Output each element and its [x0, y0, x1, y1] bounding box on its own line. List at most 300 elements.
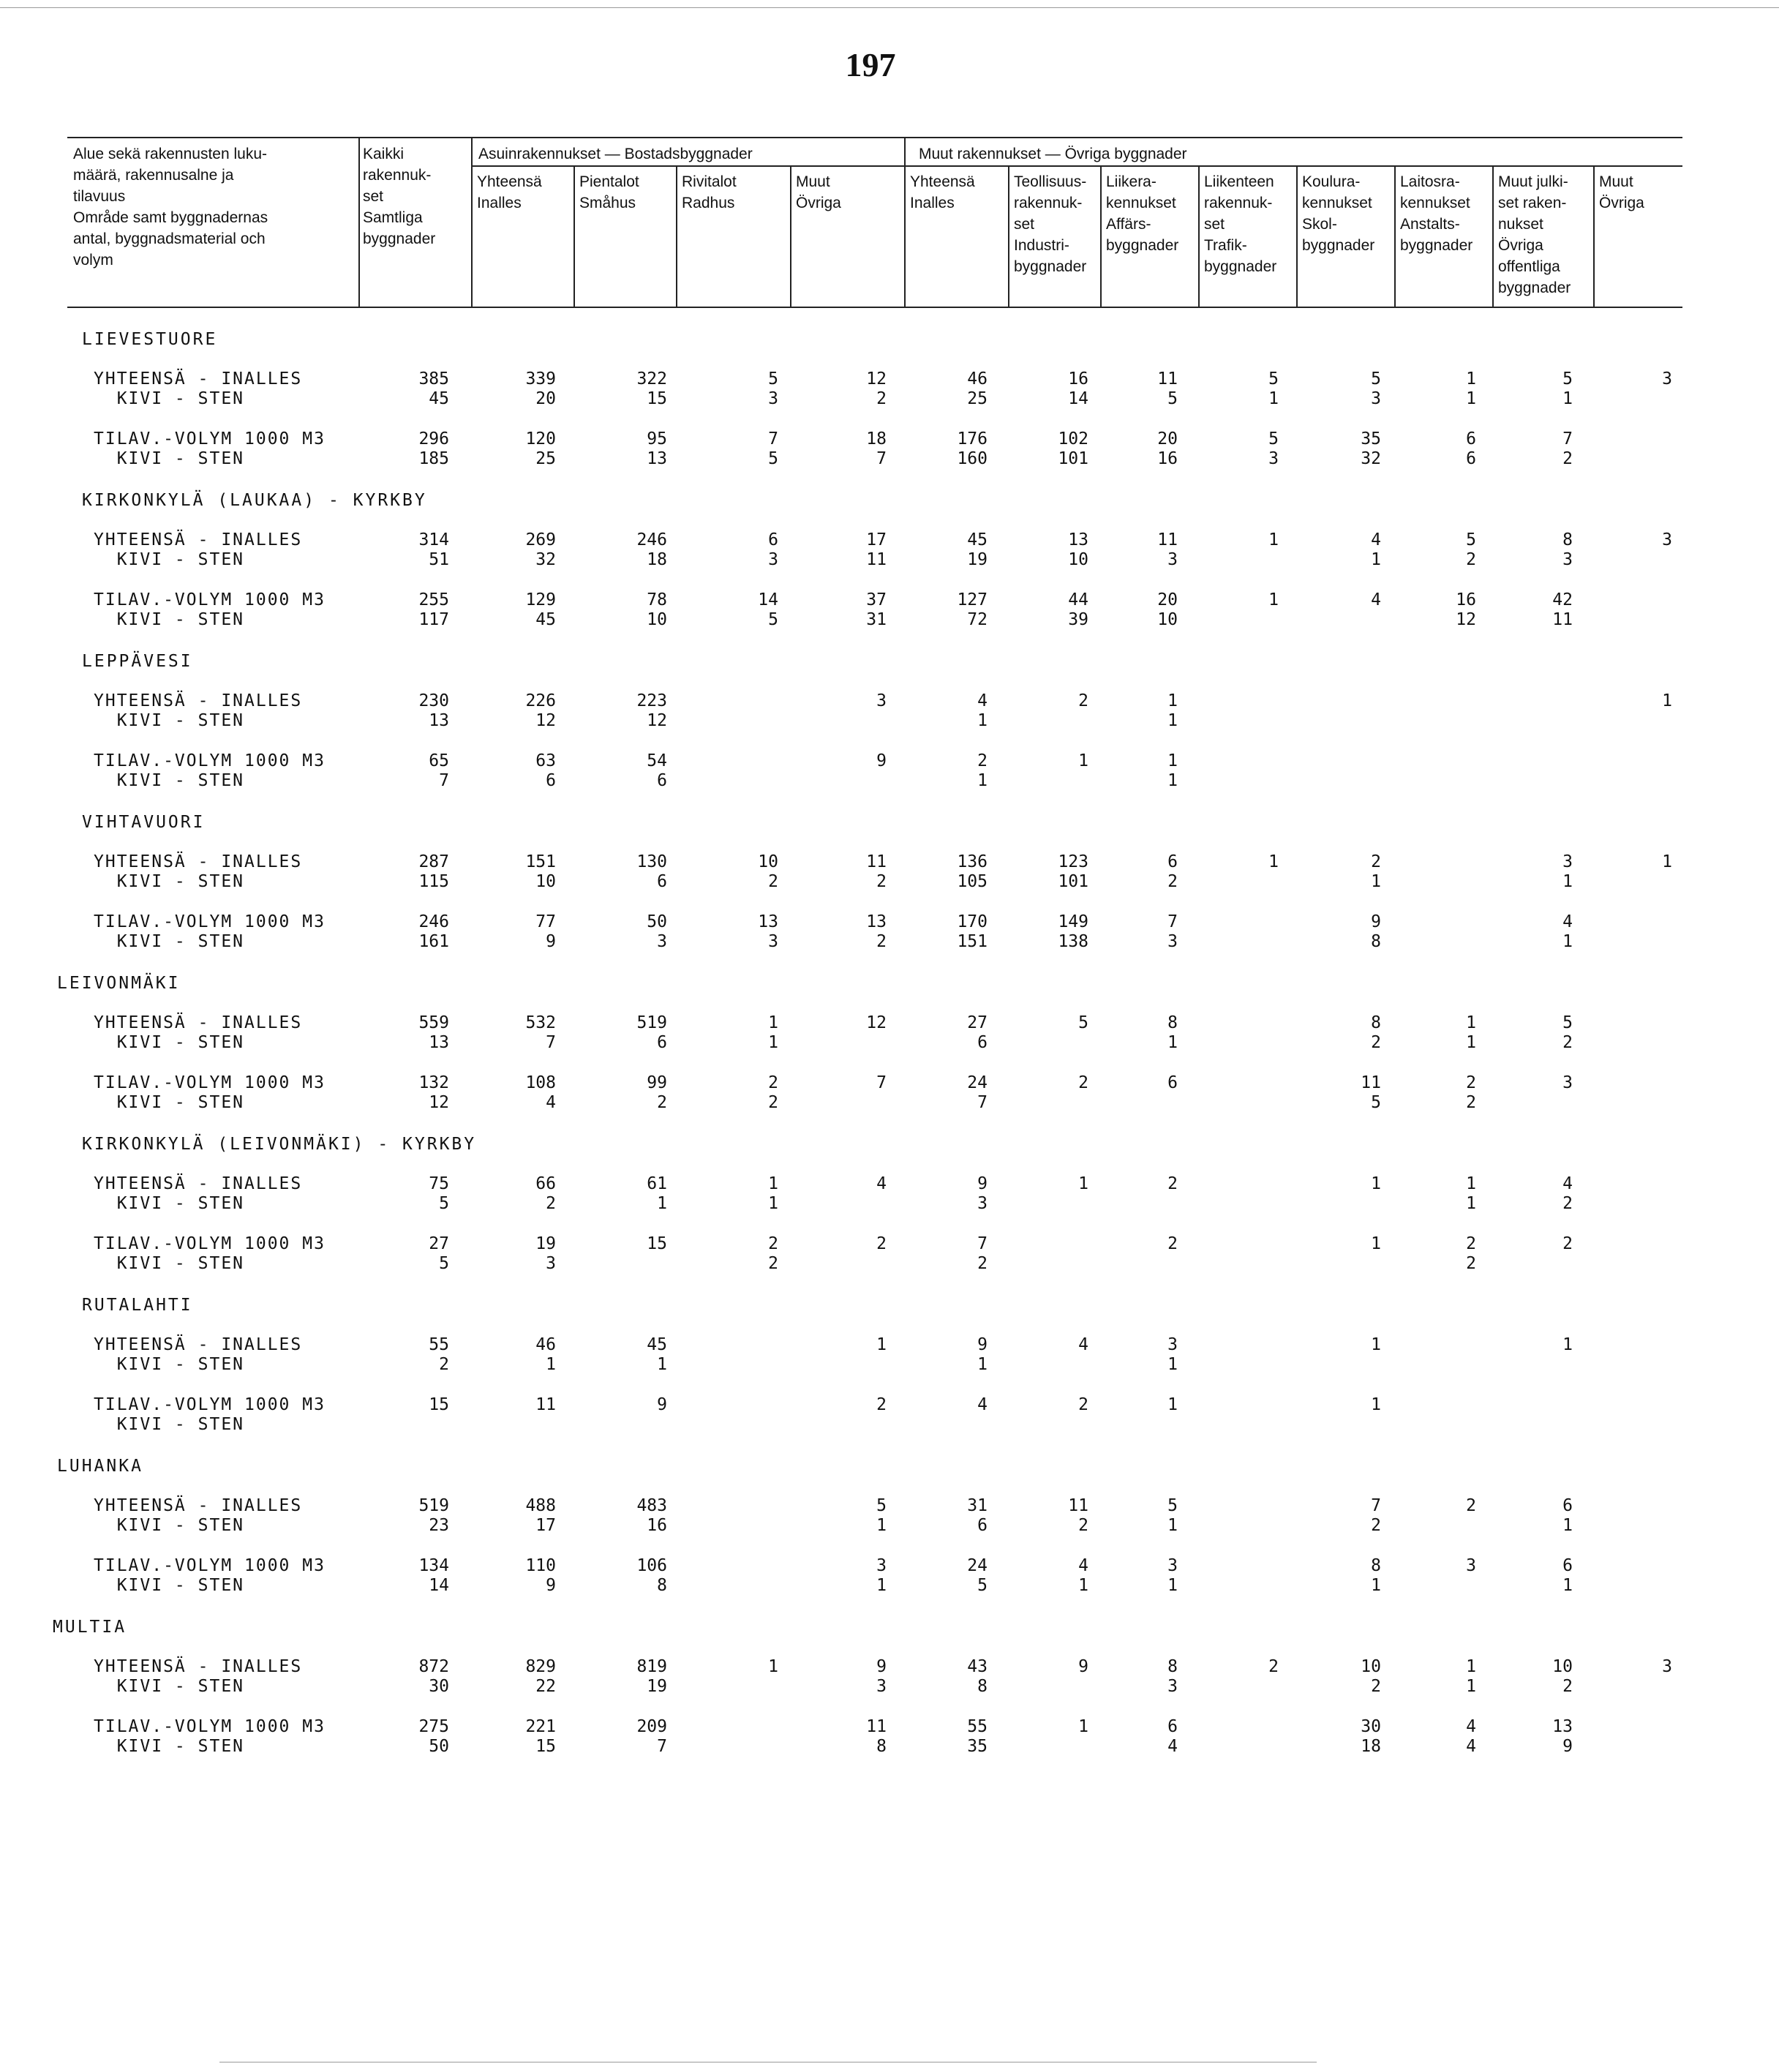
table-cell: 46	[967, 369, 988, 388]
table-cell: 132	[418, 1073, 449, 1092]
region-name: LUHANKA	[57, 1457, 143, 1476]
table-cell: 12	[647, 711, 667, 730]
table-cell: 488	[525, 1496, 556, 1515]
table-cell: 110	[525, 1556, 556, 1575]
row-label: KIVI - STEN	[94, 872, 245, 891]
region-name: MULTIA	[53, 1618, 127, 1637]
table-cell: 2	[876, 932, 887, 951]
table-cell: 296	[418, 429, 449, 448]
table-cell: 19	[967, 550, 988, 569]
table-cell: 170	[957, 912, 988, 931]
table-cell: 1	[1078, 1576, 1088, 1595]
table-cell: 46	[535, 1335, 556, 1354]
table-cell: 15	[647, 389, 667, 408]
row-label: TILAV.-VOLYM 1000 M3	[94, 1556, 326, 1575]
table-cell: 2	[1371, 1677, 1381, 1696]
table-cell: 1	[768, 1657, 778, 1676]
table-cell: 1	[1268, 530, 1279, 549]
table-cell: 2	[1466, 1093, 1476, 1112]
table-cell: 8	[1167, 1013, 1178, 1032]
table-cell: 2	[876, 389, 887, 408]
header-column-label: Liikenteen rakennuk- set Trafik- byggnader	[1204, 173, 1277, 275]
table-cell: 13	[429, 1033, 449, 1052]
table-cell: 3	[1167, 1677, 1178, 1696]
table-cell: 9	[977, 1335, 988, 1354]
header-column-label: Yhteensä Inalles	[477, 173, 542, 211]
row-label: TILAV.-VOLYM 1000 M3	[94, 1073, 326, 1092]
table-cell: 61	[647, 1174, 667, 1193]
table-cell: 209	[636, 1717, 667, 1736]
table-cell: 63	[535, 751, 556, 770]
table-cell: 18	[647, 550, 667, 569]
table-cell: 50	[429, 1737, 449, 1756]
table-cell: 1	[1562, 389, 1573, 408]
table-cell: 4	[1167, 1737, 1178, 1756]
header-column-rule	[1296, 165, 1298, 307]
table-cell: 15	[535, 1737, 556, 1756]
table-cell: 8	[1167, 1657, 1178, 1676]
table-cell: 138	[1058, 932, 1088, 951]
table-cell: 2	[1371, 852, 1381, 871]
row-label: KIVI - STEN	[94, 1677, 245, 1696]
table-cell: 1	[1662, 691, 1672, 710]
table-cell: 1	[768, 1174, 778, 1193]
table-cell: 230	[418, 691, 449, 710]
row-label: TILAV.-VOLYM 1000 M3	[94, 912, 326, 931]
table-cell: 27	[967, 1013, 988, 1032]
table-cell: 2	[876, 1395, 887, 1414]
table-cell: 246	[418, 912, 449, 931]
table-cell: 23	[429, 1516, 449, 1535]
table-cell: 129	[525, 590, 556, 609]
table-cell: 3	[876, 1556, 887, 1575]
header-column-rule	[1100, 165, 1102, 307]
table-cell: 19	[647, 1677, 667, 1696]
table-cell: 78	[647, 590, 667, 609]
table-cell: 5	[1078, 1013, 1088, 1032]
table-cell: 4	[977, 1395, 988, 1414]
row-label: KIVI - STEN	[94, 610, 245, 629]
table-cell: 1	[1268, 590, 1279, 609]
table-cell: 4	[1371, 590, 1381, 609]
table-cell: 5	[1371, 369, 1381, 388]
table-cell: 532	[525, 1013, 556, 1032]
table-cell: 3	[768, 389, 778, 408]
row-label: KIVI - STEN	[94, 1415, 245, 1434]
table-cell: 4	[977, 691, 988, 710]
table-cell: 5	[977, 1576, 988, 1595]
table-cell: 13	[1068, 530, 1088, 549]
table-cell: 1	[1167, 1355, 1178, 1374]
table-cell: 1	[1371, 1395, 1381, 1414]
table-cell: 151	[957, 932, 988, 951]
table-cell: 16	[647, 1516, 667, 1535]
row-label: KIVI - STEN	[94, 389, 245, 408]
table-cell: 4	[1466, 1737, 1476, 1756]
table-cell: 2	[546, 1194, 556, 1213]
table-cell: 2	[768, 1254, 778, 1273]
table-cell: 31	[967, 1496, 988, 1515]
table-cell: 6	[546, 771, 556, 790]
table-cell: 105	[957, 872, 988, 891]
table-cell: 8	[1371, 1556, 1381, 1575]
row-label: YHTEENSÄ - INALLES	[94, 530, 303, 549]
table-cell: 27	[429, 1234, 449, 1253]
table-cell: 1	[1167, 1033, 1178, 1052]
table-cell: 24	[967, 1073, 988, 1092]
table-cell: 8	[876, 1737, 887, 1756]
table-cell: 2	[768, 1093, 778, 1112]
region-name: LEPPÄVESI	[82, 652, 193, 671]
row-label: KIVI - STEN	[94, 1033, 245, 1052]
table-cell: 10	[758, 852, 778, 871]
table-cell: 223	[636, 691, 667, 710]
header-column-rule	[1198, 165, 1200, 307]
table-cell: 4	[876, 1174, 887, 1193]
table-cell: 7	[876, 449, 887, 468]
table-cell: 14	[758, 590, 778, 609]
row-label: YHTEENSÄ - INALLES	[94, 369, 303, 388]
table-cell: 2	[1268, 1657, 1279, 1676]
table-cell: 16	[1157, 449, 1178, 468]
table-cell: 275	[418, 1717, 449, 1736]
header-bottom-rule	[67, 307, 1682, 308]
table-cell: 2	[1371, 1033, 1381, 1052]
table-cell: 161	[418, 932, 449, 951]
table-cell: 5	[1167, 389, 1178, 408]
table-cell: 1	[1078, 1717, 1088, 1736]
table-cell: 14	[1068, 389, 1088, 408]
table-cell: 43	[967, 1657, 988, 1676]
table-cell: 6	[657, 771, 667, 790]
table-cell: 12	[1456, 610, 1476, 629]
table-cell: 77	[535, 912, 556, 931]
table-cell: 1	[1078, 1174, 1088, 1193]
table-cell: 2	[1562, 1033, 1573, 1052]
table-cell: 12	[866, 1013, 887, 1032]
table-cell: 42	[1552, 590, 1573, 609]
table-cell: 20	[535, 389, 556, 408]
table-cell: 5	[876, 1496, 887, 1515]
table-cell: 39	[1068, 610, 1088, 629]
table-cell: 32	[535, 550, 556, 569]
table-cell: 11	[1157, 530, 1178, 549]
table-cell: 3	[1167, 1556, 1178, 1575]
header-top-rule	[67, 137, 1682, 138]
table-cell: 11	[866, 852, 887, 871]
header-column-label: Koulura- kennukset Skol- byggnader	[1302, 173, 1375, 254]
header-column-label: Muut julki- set raken- nukset Övriga offentliga byggnader	[1498, 173, 1571, 296]
table-cell: 120	[525, 429, 556, 448]
table-cell: 1	[1466, 1033, 1476, 1052]
table-cell: 3	[1167, 550, 1178, 569]
header-column-rule	[1008, 165, 1009, 307]
table-cell: 1	[1371, 1576, 1381, 1595]
table-cell: 25	[535, 449, 556, 468]
table-cell: 55	[429, 1335, 449, 1354]
table-cell: 11	[866, 1717, 887, 1736]
row-label: KIVI - STEN	[94, 1093, 245, 1112]
table-cell: 1	[1562, 872, 1573, 891]
table-cell: 819	[636, 1657, 667, 1676]
row-label: YHTEENSÄ - INALLES	[94, 1013, 303, 1032]
table-cell: 5	[768, 449, 778, 468]
table-cell: 3	[657, 932, 667, 951]
page-number: 197	[845, 46, 896, 83]
table-cell: 1	[1466, 1174, 1476, 1193]
table-cell: 2	[1466, 1073, 1476, 1092]
table-cell: 25	[967, 389, 988, 408]
row-label: TILAV.-VOLYM 1000 M3	[94, 751, 326, 770]
table-cell: 2	[1466, 550, 1476, 569]
table-cell: 127	[957, 590, 988, 609]
table-cell: 10	[1361, 1657, 1381, 1676]
table-cell: 1	[1562, 1516, 1573, 1535]
table-cell: 151	[525, 852, 556, 871]
table-cell: 1	[977, 1355, 988, 1374]
table-cell: 9	[1371, 912, 1381, 931]
table-cell: 9	[1078, 1657, 1088, 1676]
header-column-rule	[790, 165, 791, 307]
table-cell: 65	[429, 751, 449, 770]
table-cell: 5	[1167, 1496, 1178, 1515]
table-cell: 339	[525, 369, 556, 388]
table-cell: 31	[866, 610, 887, 629]
row-label: KIVI - STEN	[94, 771, 245, 790]
table-cell: 1	[1268, 389, 1279, 408]
header-total: Kaikki rakennuk- set Samtliga byggnader	[363, 146, 436, 247]
region-name: RUTALAHTI	[82, 1296, 193, 1315]
header-column-label: Laitosra- kennukset Anstalts- byggnader	[1400, 173, 1473, 254]
table-cell: 5	[1562, 1013, 1573, 1032]
table-cell: 8	[977, 1677, 988, 1696]
table-cell: 18	[1361, 1737, 1381, 1756]
table-cell: 15	[647, 1234, 667, 1253]
table-cell: 10	[1157, 610, 1178, 629]
table-cell: 54	[647, 751, 667, 770]
table-cell: 95	[647, 429, 667, 448]
table-cell: 9	[546, 932, 556, 951]
table-cell: 7	[1562, 429, 1573, 448]
table-cell: 1	[1562, 1335, 1573, 1354]
header-column-rule	[1492, 165, 1494, 307]
table-cell: 1	[1371, 1234, 1381, 1253]
table-cell: 8	[1371, 932, 1381, 951]
table-cell: 4	[1371, 530, 1381, 549]
table-cell: 269	[525, 530, 556, 549]
table-cell: 1	[1562, 1576, 1573, 1595]
region-name: KIRKONKYLÄ (LAUKAA) - KYRKBY	[82, 491, 427, 510]
header-column-label: Pientalot Småhus	[579, 173, 639, 211]
table-cell: 16	[1456, 590, 1476, 609]
row-label: KIVI - STEN	[94, 550, 245, 569]
table-cell: 3	[1562, 852, 1573, 871]
table-cell: 2	[1466, 1496, 1476, 1515]
row-label: TILAV.-VOLYM 1000 M3	[94, 1234, 326, 1253]
table-cell: 5	[768, 369, 778, 388]
table-cell: 2	[876, 1234, 887, 1253]
table-cell: 2	[1078, 691, 1088, 710]
table-cell: 6	[1466, 449, 1476, 468]
table-cell: 32	[1361, 449, 1381, 468]
table-cell: 1	[1466, 1657, 1476, 1676]
table-cell: 8	[657, 1576, 667, 1595]
header-column-rule	[1593, 165, 1595, 307]
table-cell: 19	[535, 1234, 556, 1253]
header-column-rule	[904, 137, 906, 307]
table-cell: 2	[977, 1254, 988, 1273]
table-cell: 22	[535, 1677, 556, 1696]
table-cell: 2	[876, 872, 887, 891]
header-column-label: Rivitalot Radhus	[682, 173, 737, 211]
table-cell: 6	[1167, 852, 1178, 871]
table-cell: 1	[1562, 932, 1573, 951]
table-cell: 6	[977, 1033, 988, 1052]
table-cell: 3	[1562, 550, 1573, 569]
table-cell: 6	[1562, 1556, 1573, 1575]
table-cell: 20	[1157, 429, 1178, 448]
table-cell: 7	[546, 1033, 556, 1052]
table-cell: 6	[1466, 429, 1476, 448]
table-cell: 176	[957, 429, 988, 448]
table-cell: 11	[866, 550, 887, 569]
table-cell: 13	[647, 449, 667, 468]
table-cell: 3	[1662, 369, 1672, 388]
table-cell: 1	[1167, 1576, 1178, 1595]
table-cell: 1	[1466, 1677, 1476, 1696]
header-group-other: Muut rakennukset — Övriga byggnader	[919, 146, 1187, 162]
table-cell: 2	[1562, 1677, 1573, 1696]
table-cell: 1	[876, 1335, 887, 1354]
table-cell: 3	[1466, 1556, 1476, 1575]
table-cell: 20	[1157, 590, 1178, 609]
header-column-label: Liikera- kennukset Affärs- byggnader	[1106, 173, 1179, 254]
table-cell: 3	[876, 691, 887, 710]
table-cell: 7	[977, 1234, 988, 1253]
table-cell: 35	[1361, 429, 1381, 448]
table-cell: 1	[1167, 771, 1178, 790]
table-cell: 3	[546, 1254, 556, 1273]
table-cell: 13	[429, 711, 449, 730]
table-cell: 7	[657, 1737, 667, 1756]
table-cell: 72	[967, 610, 988, 629]
table-cell: 2	[768, 872, 778, 891]
table-cell: 1	[876, 1516, 887, 1535]
table-cell: 1	[977, 771, 988, 790]
table-cell: 11	[535, 1395, 556, 1414]
table-cell: 6	[1167, 1073, 1178, 1092]
table-cell: 1	[1466, 1194, 1476, 1213]
table-cell: 6	[657, 1033, 667, 1052]
header-column-label: Muut Övriga	[796, 173, 841, 211]
table-cell: 3	[876, 1677, 887, 1696]
table-cell: 2	[1078, 1516, 1088, 1535]
table-cell: 1	[1167, 691, 1178, 710]
table-cell: 8	[1371, 1013, 1381, 1032]
header-column-rule	[676, 165, 677, 307]
table-cell: 1	[768, 1033, 778, 1052]
row-label: KIVI - STEN	[94, 711, 245, 730]
table-cell: 1	[1371, 1335, 1381, 1354]
table-cell: 55	[967, 1717, 988, 1736]
table-cell: 5	[439, 1194, 449, 1213]
table-cell: 115	[418, 872, 449, 891]
table-cell: 1	[977, 711, 988, 730]
header-column-label: Muut Övriga	[1599, 173, 1644, 211]
table-cell: 1	[1268, 852, 1279, 871]
table-cell: 6	[1167, 1717, 1178, 1736]
table-cell: 9	[546, 1576, 556, 1595]
table-cell: 7	[1371, 1496, 1381, 1515]
table-cell: 11	[1361, 1073, 1381, 1092]
table-cell: 10	[647, 610, 667, 629]
table-cell: 2	[1167, 1174, 1178, 1193]
table-cell: 17	[535, 1516, 556, 1535]
table-cell: 221	[525, 1717, 556, 1736]
header-column-rule	[358, 137, 360, 307]
table-cell: 101	[1058, 449, 1088, 468]
table-cell: 50	[647, 912, 667, 931]
table-cell: 3	[1371, 389, 1381, 408]
table-cell: 4	[1078, 1335, 1088, 1354]
row-label: TILAV.-VOLYM 1000 M3	[94, 1395, 326, 1414]
row-label: KIVI - STEN	[94, 932, 245, 951]
region-name: LEIVONMÄKI	[57, 974, 181, 993]
table-cell: 5	[1466, 530, 1476, 549]
table-cell: 2	[1371, 1516, 1381, 1535]
table-cell: 149	[1058, 912, 1088, 931]
table-cell: 322	[636, 369, 667, 388]
table-cell: 8	[1562, 530, 1573, 549]
table-cell: 37	[866, 590, 887, 609]
table-cell: 5	[1268, 429, 1279, 448]
table-cell: 3	[1662, 530, 1672, 549]
table-cell: 45	[647, 1335, 667, 1354]
table-cell: 16	[1068, 369, 1088, 388]
table-cell: 4	[1466, 1717, 1476, 1736]
table-cell: 872	[418, 1657, 449, 1676]
row-label: YHTEENSÄ - INALLES	[94, 1657, 303, 1676]
table-cell: 483	[636, 1496, 667, 1515]
table-cell: 45	[429, 389, 449, 408]
header-group-rule	[471, 165, 1682, 167]
table-cell: 1	[768, 1194, 778, 1213]
table-cell: 66	[535, 1174, 556, 1193]
header-column-label: Yhteensä Inalles	[910, 173, 975, 211]
table-cell: 314	[418, 530, 449, 549]
header-column-rule	[1394, 165, 1396, 307]
table-cell: 13	[866, 912, 887, 931]
table-cell: 45	[535, 610, 556, 629]
table-cell: 4	[1562, 912, 1573, 931]
table-cell: 3	[1167, 932, 1178, 951]
row-label: KIVI - STEN	[94, 1737, 245, 1756]
table-cell: 101	[1058, 872, 1088, 891]
table-cell: 9	[876, 1657, 887, 1676]
table-cell: 117	[418, 610, 449, 629]
table-cell: 3	[768, 932, 778, 951]
table-cell: 2	[977, 751, 988, 770]
table-cell: 7	[439, 771, 449, 790]
region-name: KIRKONKYLÄ (LEIVONMÄKI) - KYRKBY	[82, 1135, 477, 1154]
table-cell: 9	[1562, 1737, 1573, 1756]
table-cell: 1	[1466, 389, 1476, 408]
table-cell: 2	[1562, 1234, 1573, 1253]
table-cell: 12	[535, 711, 556, 730]
table-cell: 11	[1068, 1496, 1088, 1515]
table-cell: 9	[657, 1395, 667, 1414]
table-cell: 6	[657, 872, 667, 891]
